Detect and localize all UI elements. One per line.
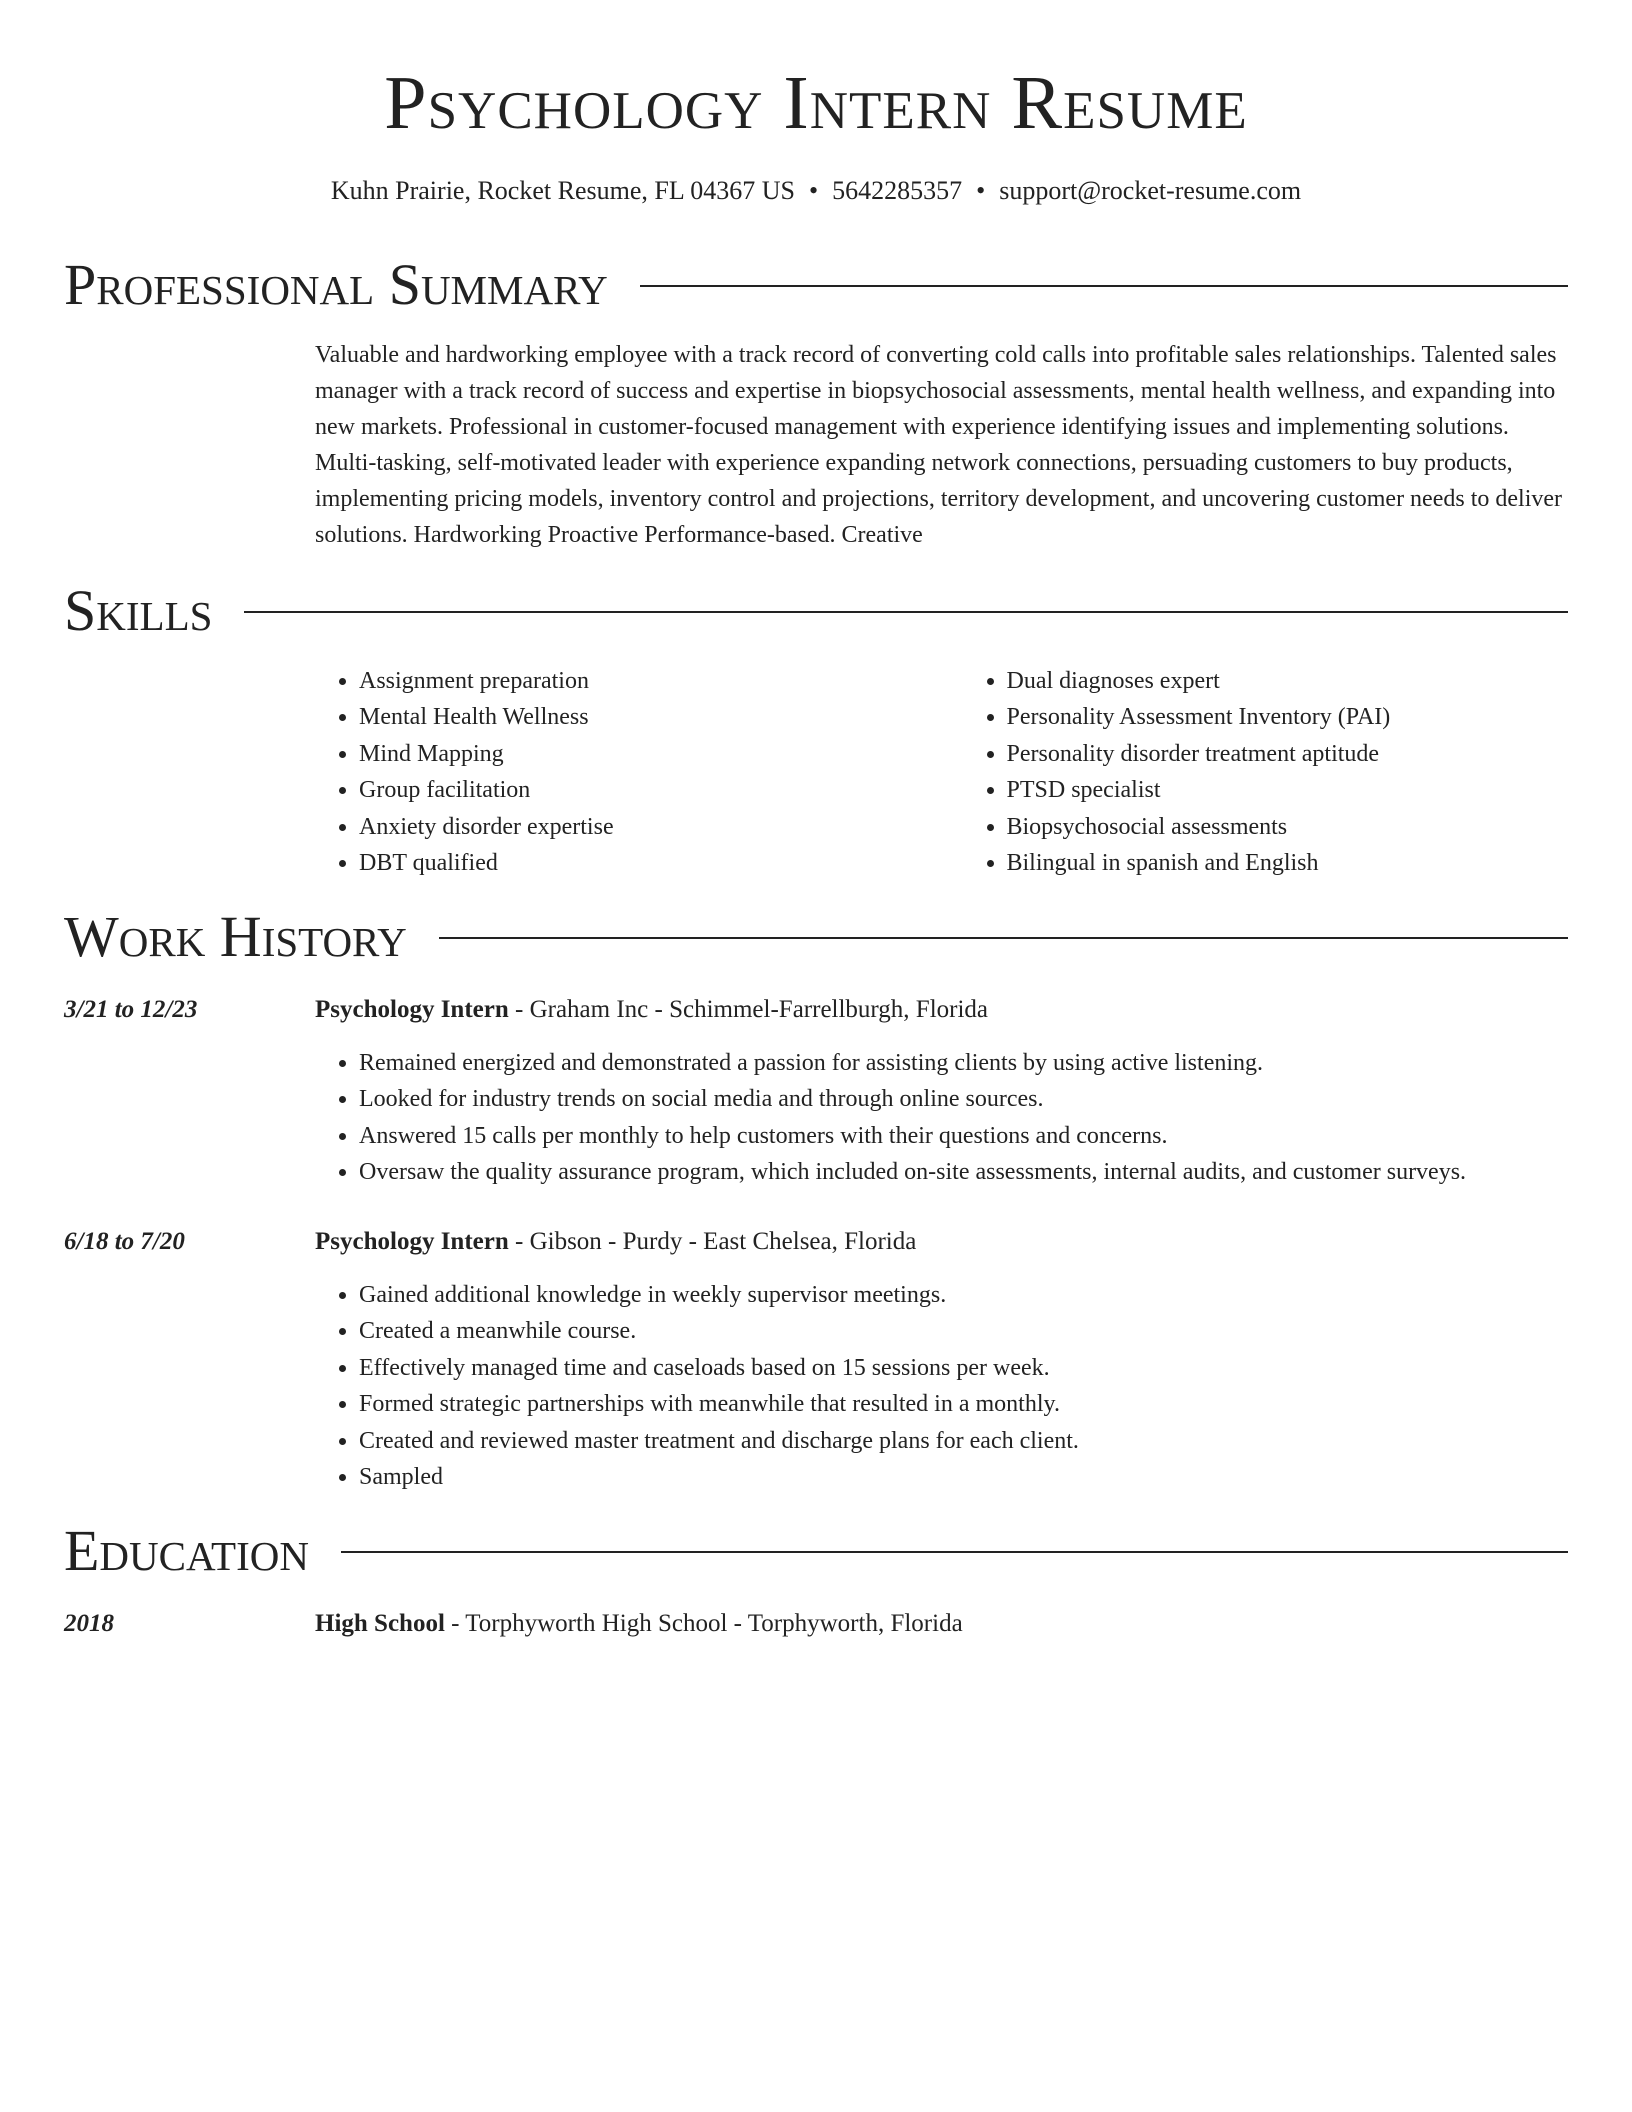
contact-phone: 5642285357	[832, 176, 963, 205]
work-section-header	[64, 904, 1568, 970]
job-title: Psychology Intern	[315, 996, 509, 1023]
skill-item: • Personality disorder treatment aptitude	[1007, 736, 1569, 772]
job-employer: - Graham Inc - Schimmel-Farrellburgh, Florida	[508, 996, 989, 1023]
contact-address: Kuhn Prairie, Rocket Resume, FL 04367 US	[330, 176, 795, 205]
skill-item: • Mental Health Wellness	[359, 699, 921, 735]
skill-item: • Dual diagnoses expert	[1007, 663, 1569, 699]
skill-item: • Bilingual in spanish and English	[1007, 845, 1569, 881]
job-bullet: • Effectively managed time and caseloads based on 15 sessions per week.	[359, 1350, 1612, 1386]
skill-item: • Assignment preparation	[359, 663, 921, 699]
skills-heading: Skills	[64, 578, 213, 643]
education-school: - Torphyworth High School - Torphyworth, Florida	[444, 1610, 963, 1637]
skills-column-left	[315, 663, 921, 881]
job-dates: 3/21 to 12/23	[64, 996, 198, 1023]
summary-heading: Professional Summary	[64, 252, 608, 317]
contact-line	[64, 174, 1568, 208]
job-bullet: • Formed strategic partnerships with meanwhile that resulted in a monthly.	[359, 1386, 1612, 1422]
job-title-line	[315, 1225, 916, 1259]
job-dates: 6/18 to 7/20	[64, 1228, 185, 1255]
job-bullet: • Answered 15 calls per monthly to help customers with their questions and concerns.	[359, 1118, 1612, 1154]
job-bullet: • Sampled	[359, 1459, 1612, 1495]
section-divider	[640, 285, 1568, 287]
skill-item: • Biopsychosocial assessments	[1007, 809, 1569, 845]
job-bullets	[315, 1277, 1612, 1495]
education-degree: High School	[315, 1610, 445, 1637]
section-divider	[244, 611, 1568, 613]
contact-separator: •	[808, 176, 819, 205]
job-title: Psychology Intern	[315, 1228, 509, 1255]
job-bullet: • Created and reviewed master treatment and discharge plans for each client.	[359, 1423, 1612, 1459]
summary-text: Valuable and hardworking employee with a track record of converting cold calls into profitable sales relationships. Talented sales manager with a track record of success and expertise in biopsychosocial assessments, mental health wellness, and expanding into new markets. Professional in customer-focused management with experience identifying issues and implementing solutions. Multi-tasking, self-motivated leader with experience expanding network connections, persuading customers to buy products, implementing pricing models, inventory control and projections, territory development, and uncovering customer needs to deliver solutions. Hardworking Proactive Performance-based. Creative	[315, 342, 1563, 548]
resume-title: Psychology Intern Resume	[384, 61, 1248, 145]
job-bullets	[315, 1045, 1612, 1191]
skills-list	[315, 663, 1568, 881]
skill-item: • Personality Assessment Inventory (PAI)	[1007, 699, 1569, 735]
skill-item: • Anxiety disorder expertise	[359, 809, 921, 845]
job-bullet: • Looked for industry trends on social media and through online sources.	[359, 1081, 1612, 1117]
section-divider	[341, 1551, 1568, 1553]
job-bullet: • Created a meanwhile course.	[359, 1313, 1612, 1349]
skills-column-right	[963, 663, 1569, 881]
work-heading: Work History	[64, 904, 407, 969]
contact-email: support@rocket-resume.com	[999, 176, 1302, 205]
contact-separator: •	[976, 176, 986, 205]
summary-section-header	[64, 252, 1568, 318]
skill-item: • Group facilitation	[359, 772, 921, 808]
job-title-line	[315, 993, 988, 1027]
education-section-header	[64, 1518, 1568, 1584]
skill-item: • PTSD specialist	[1007, 772, 1569, 808]
skill-item: • Mind Mapping	[359, 736, 921, 772]
job-bullet: • Gained additional knowledge in weekly supervisor meetings.	[359, 1277, 1612, 1313]
education-heading: Education	[64, 1518, 309, 1583]
job-bullet: • Remained energized and demonstrated a passion for assisting clients by using active listening.	[359, 1045, 1612, 1081]
education-year: 2018	[64, 1610, 114, 1637]
education-line	[315, 1607, 963, 1641]
skills-section-header	[64, 578, 1568, 644]
job-employer: - Gibson - Purdy - East Chelsea, Florida	[508, 1228, 917, 1255]
section-divider	[439, 937, 1568, 939]
skill-item: • DBT qualified	[359, 845, 921, 881]
job-bullet: • Oversaw the quality assurance program, which included on-site assessments, internal audits, and customer surveys.	[359, 1154, 1612, 1190]
